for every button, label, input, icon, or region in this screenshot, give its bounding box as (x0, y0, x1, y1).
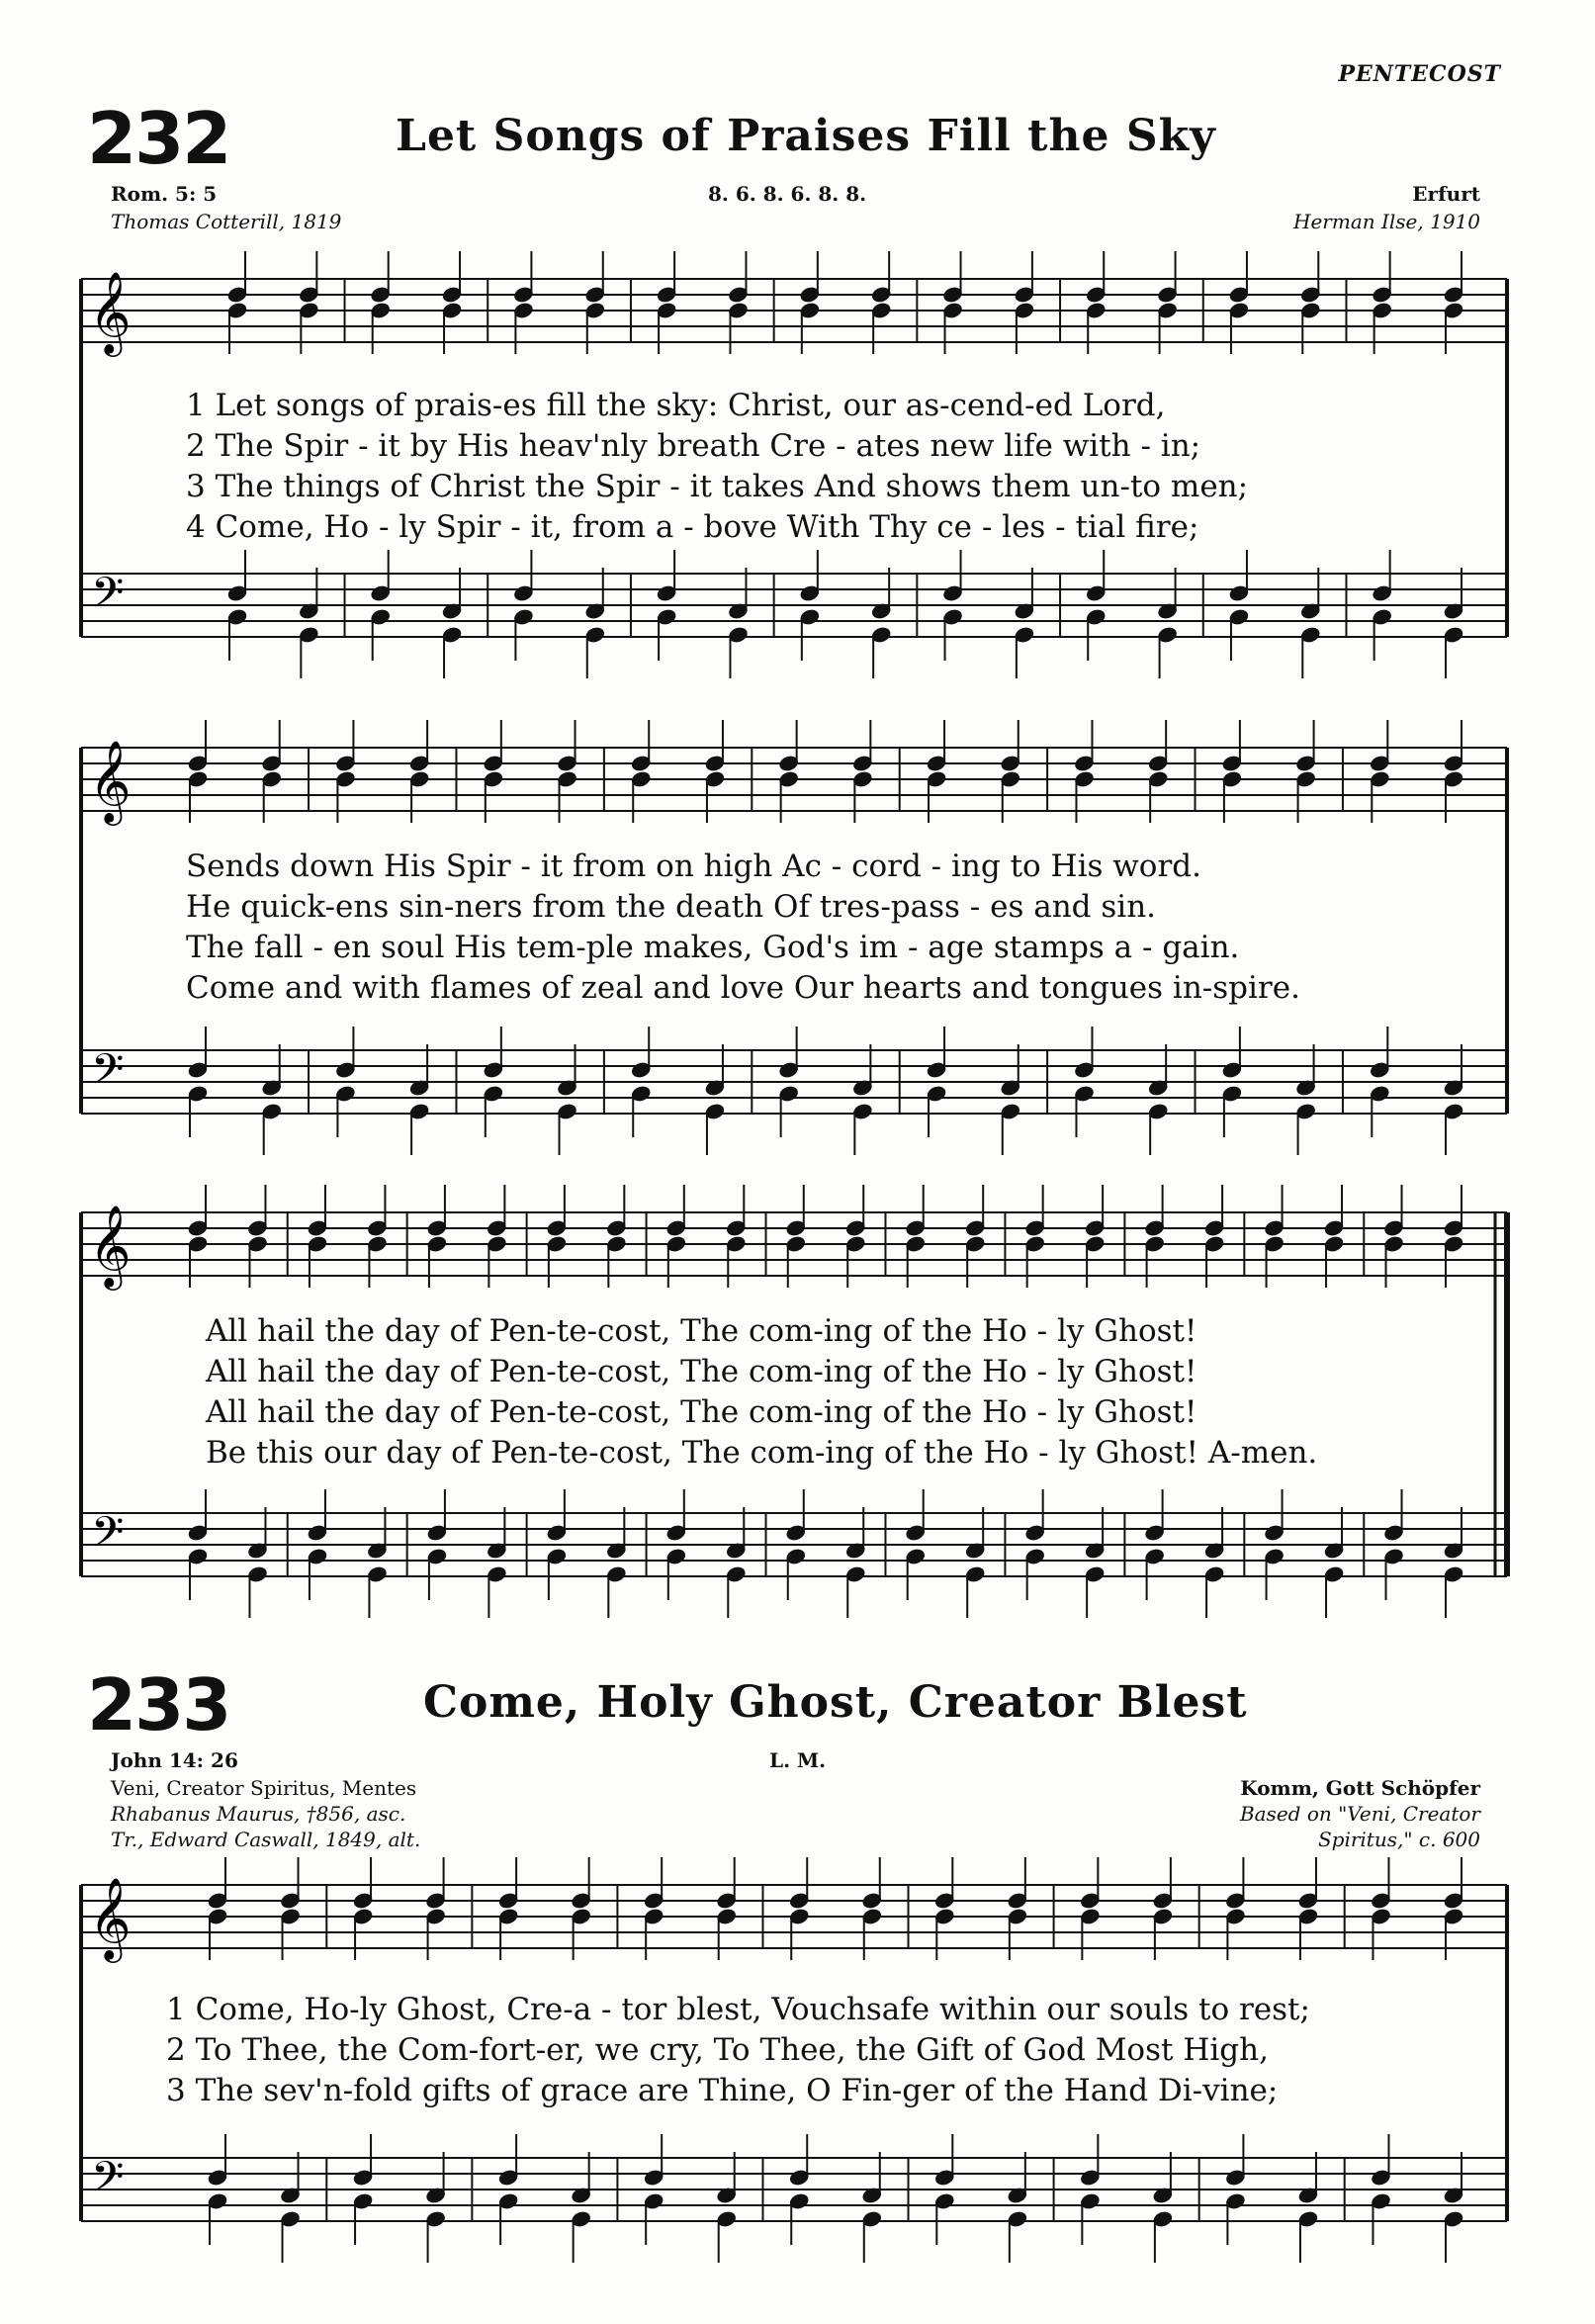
tune-name-233: Komm, Gott Schöpfer (1240, 1776, 1480, 1800)
author-233: Rhabanus Maurus, †856, asc. (111, 1802, 406, 1826)
composer-233-line-2: Spiritus," c. 600 (1317, 1828, 1480, 1851)
treble-clef-icon: 𝄞 (89, 270, 132, 353)
treble-clef-icon: 𝄞 (89, 1204, 132, 1287)
hymn-title-232: Let Songs of Praises Fill the Sky (396, 111, 1216, 161)
bass-clef-icon: 𝄢 (91, 1508, 125, 1567)
lyric-232-s3-v2: All hail the day of Pen-te-cost, The com-ing of the Ho - ly Ghost! (206, 1354, 1197, 1389)
composer-232: Herman Ilse, 1910 (1293, 210, 1480, 233)
hymn-title-233: Come, Holy Ghost, Creator Blest (423, 1677, 1248, 1728)
tune-name-232: Erfurt (1412, 182, 1480, 206)
author-232: Thomas Cotterill, 1819 (111, 210, 342, 233)
bass-clef-icon: 𝄢 (91, 1045, 125, 1105)
lyric-232-s2-v2: He quick-ens sin-ners from the death Of tres-pass - es and sin. (186, 889, 1157, 925)
lyric-232-s1-v2: 2 The Spir - it by His heav'nly breath Cre - ates new life with - in; (186, 428, 1201, 464)
meter-232: 8. 6. 8. 6. 8. 8. (708, 182, 867, 206)
lyric-232-s3-v1: All hail the day of Pen-te-cost, The com-ing of the Ho - ly Ghost! (206, 1313, 1197, 1349)
composer-233-line-1: Based on "Veni, Creator (1239, 1802, 1480, 1826)
lyric-232-s1-v3: 3 The things of Christ the Spir - it takes And shows them un-to men; (186, 469, 1249, 504)
hymn-number-233: 233 (87, 1663, 230, 1746)
hymn-number-232: 232 (87, 97, 230, 180)
lyric-233-s1-v1: 1 Come, Ho-ly Ghost, Cre-a - tor blest, Vouchsafe within our souls to rest; (166, 1992, 1310, 2027)
bass-clef-icon: 𝄢 (91, 2153, 125, 2212)
lyric-232-s2-v4: Come and with flames of zeal and love Our hearts and tongues in-spire. (186, 970, 1300, 1006)
translator-233: Tr., Edward Caswall, 1849, alt. (111, 1828, 421, 1851)
lyric-232-s1-v4: 4 Come, Ho - ly Spir - it, from a - bove With Thy ce - les - tial fire; (186, 509, 1199, 545)
lyric-232-s2-v3: The fall - en soul His tem-ple makes, God's im - age stamps a - gain. (186, 930, 1240, 965)
treble-clef-icon: 𝄞 (89, 1876, 132, 1959)
lyric-232-s2-v1: Sends down His Spir - it from on high Ac - cord - ing to His word. (186, 849, 1201, 884)
lyric-232-s3-v3: All hail the day of Pen-te-cost, The com-ing of the Ho - ly Ghost! (206, 1394, 1197, 1430)
source-233: Veni, Creator Spiritus, Mentes (111, 1776, 417, 1800)
bass-clef-icon: 𝄢 (91, 569, 125, 628)
section-label: PENTECOST (1338, 61, 1501, 87)
treble-clef-icon: 𝄞 (89, 739, 132, 822)
lyric-233-s1-v3: 3 The sev'n-fold gifts of grace are Thine, O Fin-ger of the Hand Di-vine; (166, 2073, 1279, 2108)
scripture-ref-232: Rom. 5: 5 (111, 182, 218, 206)
lyric-233-s1-v2: 2 To Thee, the Com-fort-er, we cry, To Thee, the Gift of God Most High, (166, 2032, 1269, 2068)
lyric-232-s3-v4: Be this our day of Pen-te-cost, The com-ing of the Ho - ly Ghost! A-men. (206, 1435, 1318, 1471)
scripture-ref-233: John 14: 26 (111, 1748, 238, 1772)
lyric-232-s1-v1: 1 Let songs of prais-es fill the sky: Christ, our as-cend-ed Lord, (186, 388, 1166, 423)
meter-233: L. M. (769, 1748, 827, 1772)
